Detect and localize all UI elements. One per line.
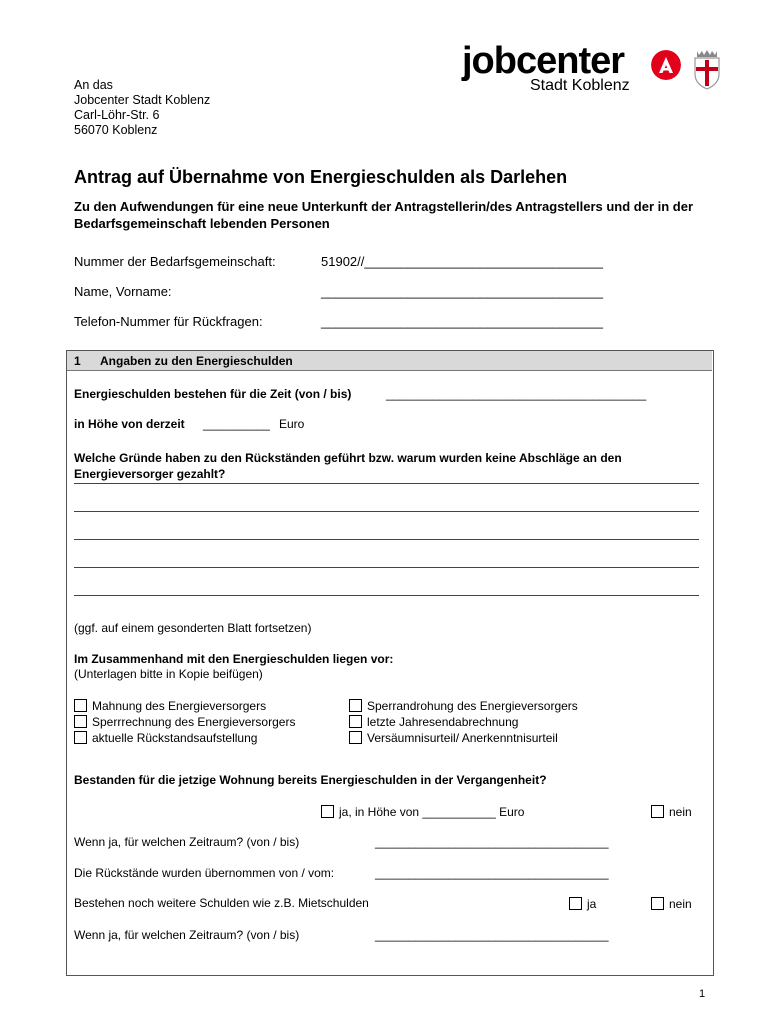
section-number: 1 [74,354,81,368]
address-line: Carl-Löhr-Str. 6 [74,108,160,122]
continue-note: (ggf. auf einem gesonderten Blatt fortsetzen) [74,621,312,635]
debt-amount-unit: Euro [279,417,305,431]
checkbox-item[interactable] [349,698,578,714]
section-header [67,351,712,371]
checkbox[interactable] [74,715,87,728]
bg-number-field[interactable]: 51902//_________________________________ [321,254,603,269]
logo-wordmark: jobcenter [462,40,625,82]
debt-amount-field[interactable]: __________ [203,417,270,431]
checkbox[interactable] [74,731,87,744]
checkbox-item[interactable] [349,714,578,730]
koblenz-crest-icon [692,50,722,90]
prior-no-label: nein [669,805,692,819]
checkbox[interactable] [651,805,664,818]
takeover-field[interactable]: ___________________________________ [375,866,609,880]
checkbox-label: Sperrrechnung des Energieversorgers [92,715,296,729]
checkbox[interactable] [349,699,362,712]
attachments-note: (Unterlagen bitte in Kopie beifügen) [74,667,263,681]
agency-badge-icon [651,50,681,80]
checkbox-label: Sperrandrohung des Energieversorgers [367,699,578,713]
bg-number-label: Nummer der Bedarfsgemeinschaft: [74,254,276,269]
phone-field[interactable]: _______________________________________ [321,314,603,329]
other-no-option[interactable] [651,896,692,912]
reason-line-1[interactable] [74,483,699,484]
checkbox[interactable] [349,731,362,744]
checkbox-item[interactable] [74,714,295,730]
reason-line-5[interactable] [74,595,699,596]
form-subtitle: Zu den Aufwendungen für eine neue Unterkunft der Antragstellerin/des Antragstellers und der in der Bedarfsgemeinschaft lebenden Personen [74,199,694,231]
reasons-question: Welche Gründe haben zu den Rückständen geführt bzw. warum wurden keine Abschläge an den Energieversorger gezahlt? [74,451,622,481]
phone-label: Telefon-Nummer für Rückfragen: [74,314,263,329]
takeover-label: Die Rückstände wurden übernommen von / vom: [74,866,335,880]
reason-line-2[interactable] [74,511,699,512]
jobcenter-logo [462,40,724,100]
checkbox-label: aktuelle Rückstandsaufstellung [92,731,258,745]
other-no-label: nein [669,897,692,911]
debt-amount-label: in Höhe von derzeit [74,417,185,431]
prior-debt-question: Bestanden für die jetzige Wohnung bereits Energieschulden in der Vergangenheit? [74,773,547,787]
other-period-field[interactable]: ___________________________________ [375,928,609,942]
reason-line-4[interactable] [74,567,699,568]
logo-city: Stadt Koblenz [530,77,630,94]
recipient-address [74,78,210,138]
prior-period-field[interactable]: ___________________________________ [375,835,609,849]
page-number: 1 [699,988,706,1000]
checkbox[interactable] [321,805,334,818]
debt-period-text: Energieschulden bestehen für die Zeit (von / bis) [74,387,352,401]
reason-line-3[interactable] [74,539,699,540]
other-debts-label: Bestehen noch weitere Schulden wie z.B. Mietschulden [74,896,369,910]
other-period-label: Wenn ja, für welchen Zeitraum? (von / bis) [74,928,300,942]
checkbox-item[interactable] [74,698,295,714]
checkbox-item[interactable] [349,730,578,746]
checkbox[interactable] [651,897,664,910]
attachments-heading: Im Zusammenhand mit den Energieschulden liegen vor: [74,652,394,666]
prior-yes-label: ja, in Höhe von ___________ Euro [339,805,525,819]
attachments-left [74,698,295,746]
section-title: Angaben zu den Energieschulden [100,354,293,368]
checkbox[interactable] [569,897,582,910]
address-line: Jobcenter Stadt Koblenz [74,93,211,107]
checkbox-item[interactable] [74,730,295,746]
debt-period-field[interactable]: _______________________________________ [386,387,647,401]
prior-period-label: Wenn ja, für welchen Zeitraum? (von / bis) [74,835,300,849]
address-line: 56070 Koblenz [74,123,158,137]
name-label: Name, Vorname: [74,284,172,299]
name-field[interactable]: _______________________________________ [321,284,603,299]
other-yes-option[interactable] [569,896,596,912]
attachments-right [349,698,578,746]
checkbox[interactable] [74,699,87,712]
address-line: An das [74,78,113,92]
other-yes-label: ja [587,897,597,911]
checkbox-label: Versäumnisurteil/ Anerkenntnisurteil [367,731,558,745]
prior-no-option[interactable] [651,804,692,820]
form-title: Antrag auf Übernahme von Energieschulden als Darlehen [74,167,568,187]
debt-period-label [74,387,351,401]
checkbox-label: Mahnung des Energieversorgers [92,699,267,713]
prior-yes-option[interactable] [321,804,524,820]
checkbox[interactable] [349,715,362,728]
checkbox-label: letzte Jahresendabrechnung [367,715,519,729]
